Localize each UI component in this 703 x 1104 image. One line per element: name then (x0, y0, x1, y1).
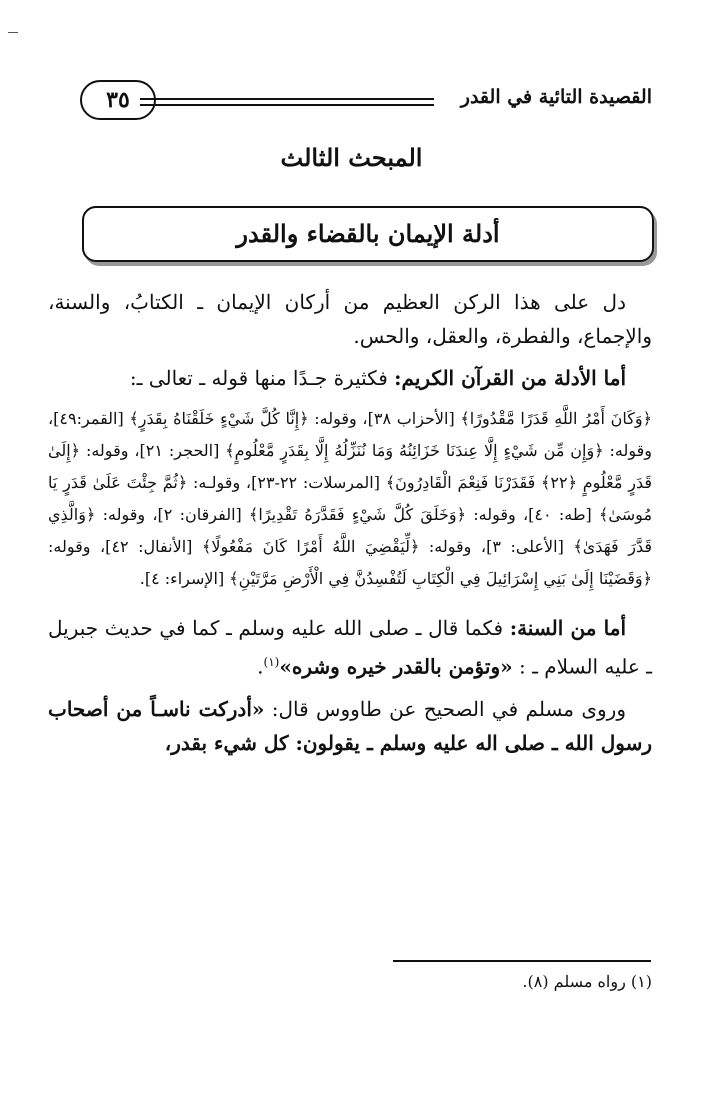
section-title: المبحث الثالث (280, 143, 423, 172)
paragraph-intro: دل على هذا الركن العظيم من أركان الإيمان ـ الكتابُ، والسنة، والإجماع، والفطرة، والعقل، والحس. (48, 290, 652, 348)
boxed-title-text: أدلة الإيمان بالقضاء والقدر (236, 219, 500, 248)
footnote-rule (393, 960, 651, 962)
paragraph-sunnah: أما من السنة: فكما قال ـ صلى الله عليه وسلم ـ كما في حديث جبريل ـ عليه السلام ـ : «وتؤمن بالقدر خيره وشره»$^{(١)}$. (48, 616, 652, 679)
quran-intro: فكثيرة جـدًا منها قوله ـ تعالى ـ: (129, 366, 388, 390)
footnote: (١) رواه مسلم (٨). (522, 972, 652, 991)
running-title: القصيدة التائية في القدر (460, 86, 652, 108)
page-header (80, 80, 652, 124)
sunnah-heading: أما من السنة: (509, 616, 627, 640)
header-rule (140, 98, 434, 106)
tawus-quote: «أدركت ناسـاً من أصحاب رسول الله ـ صلى اله عليه وسلم ـ يقولون: كل شيء بقدر، (48, 696, 652, 755)
boxed-title (82, 206, 654, 262)
hadith-quote: «وتؤمن بالقدر خيره وشره» (279, 654, 513, 679)
body-text (48, 285, 652, 768)
page-number: ٣٥ (80, 80, 156, 120)
quran-heading: أما الأدلة من القرآن الكريم: (394, 366, 626, 390)
quran-verses: ﴿وَكَانَ أَمْرُ اللَّهِ قَدَرًا مَّقْدُورًا﴾ [الأحزاب ٣٨]، وقوله: ﴿إِنَّا كُلَّ شَيْءٍ خَلَقْنَاهُ بِقَدَرٍ﴾ [القمر:٤٩]، وقوله: ﴿وَإِن مِّن شَيْءٍ إِلَّا عِندَنَا خَزَائِنُهُ وَمَا نُنَزِّلُهُ إِلَّا بِقَدَرٍ مَّعْلُومٍ﴾ [الحجر: ٢١]، وقوله: ﴿إِلَىٰ قَدَرٍ مَّعْلُومٍ ﴿٢٢﴾ فَقَدَرْنَا فَنِعْمَ الْقَادِرُونَ﴾ [المرسلات: ٢٢-٢٣]، وقولـه: ﴿ثُمَّ جِئْتَ عَلَىٰ قَدَرٍ يَا مُوسَىٰ﴾ [طه: ٤٠]، وقوله: ﴿وَخَلَقَ كُلَّ شَيْءٍ فَقَدَّرَهُ تَقْدِيرًا﴾ [الفرقان: ٢]، وقوله: ﴿وَالَّذِي قَدَّرَ فَهَدَىٰ﴾ [الأعلى: ٣]، وقوله: ﴿لِّيَقْضِيَ اللَّهُ أَمْرًا كَانَ مَفْعُولًا﴾ [الأنفال: ٤٢]، وقوله: ﴿وَقَضَيْنَا إِلَىٰ بَنِي إِسْرَائِيلَ فِي الْكِتَابِ لَتُفْسِدُنَّ فِي الْأَرْضِ مَرَّتَيْنِ﴾ [الإسراء: ٤]. (48, 409, 653, 588)
muslim-text: وروى مسلم في الصحيح عن طاووس قال: (271, 696, 626, 721)
footnote-ref: (١) (263, 655, 280, 669)
paragraph-muslim (48, 692, 652, 760)
paragraph-quran (48, 361, 652, 395)
sunnah-text: فكما قال ـ صلى الله عليه وسلم ـ كما في حديث جبريل ـ عليه السلام ـ : (48, 616, 652, 679)
margin-mark (8, 32, 18, 33)
